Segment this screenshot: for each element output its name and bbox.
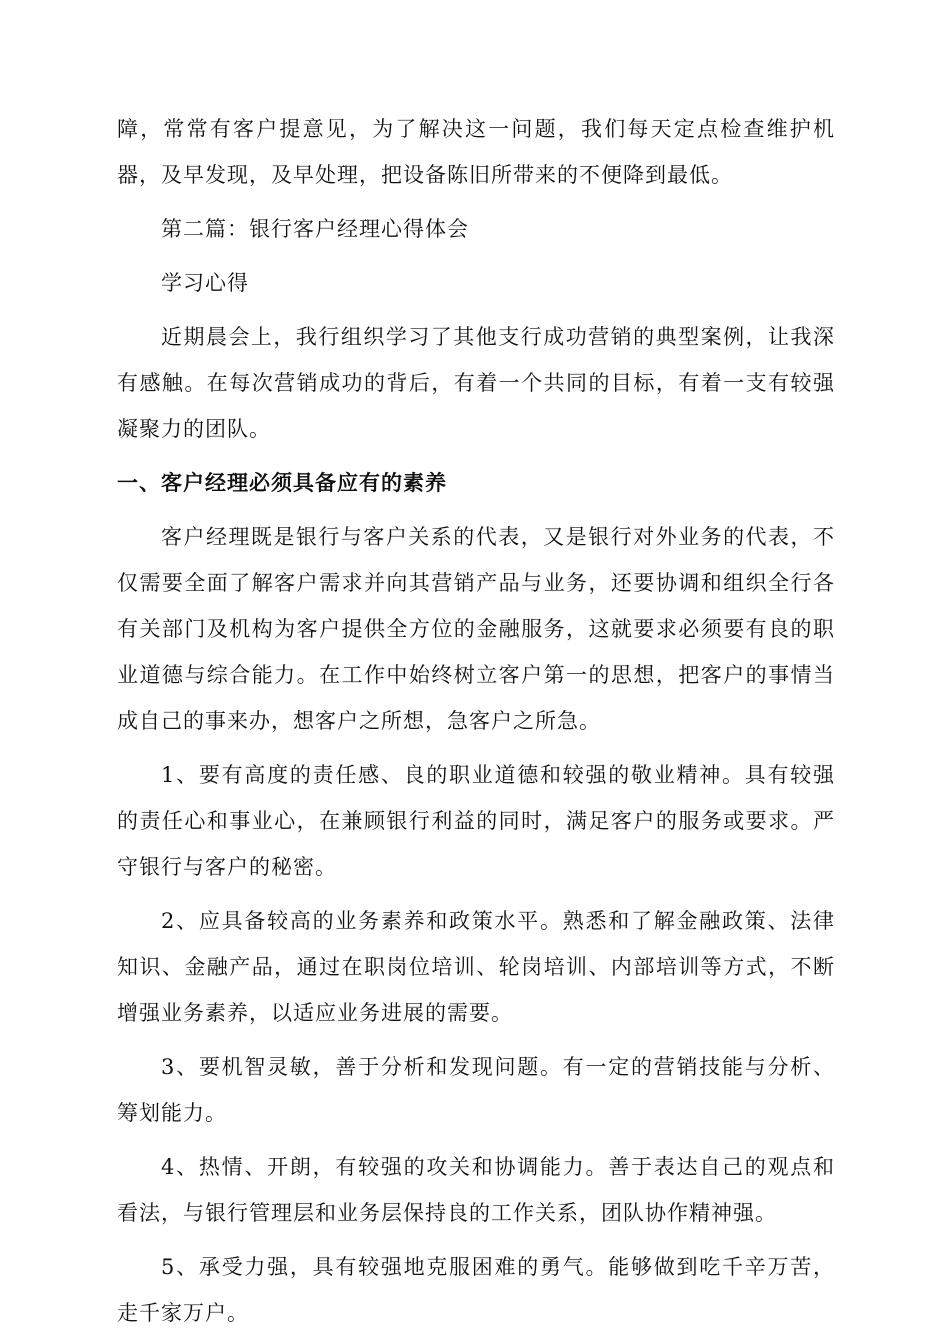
list-item-3: 3、要机智灵敏，善于分析和发现问题。有一定的营销技能与分析、筹划能力。	[117, 1055, 835, 1125]
list-item-1: 1、要有高度的责任感、良的职业道德和较强的敬业精神。具有较强的责任心和事业心，在兼顾银行利益的同时，满足客户的服务或要求。严守银行与客户的秘密。	[117, 763, 835, 879]
paragraph-body: 客户经理既是银行与客户关系的代表，又是银行对外业务的代表，不仅需要全面了解客户需求并向其营销产品与业务，还要协调和组织全行各有关部门及机构为客户提供全方位的金融服务，这就要求必须要有良的职业道德与综合能力。在工作中始终树立客户第一的思想，把客户的事情当成自己的事来办，想客户之所想，急客户之所急。	[117, 525, 835, 733]
paragraph-continuation: 障，常常有客户提意见，为了解决这一问题，我们每天定点检查维护机器，及早发现，及早处理，把设备陈旧所带来的不便降到最低。	[117, 117, 835, 187]
list-item-2: 2、应具备较高的业务素养和政策水平。熟悉和了解金融政策、法律知识、金融产品，通过在职岗位培训、轮岗培训、内部培训等方式，不断增强业务素养，以适应业务进展的需要。	[117, 909, 835, 1025]
document-page	[117, 106, 835, 1336]
list-item-5: 5、承受力强，具有较强地克服困难的勇气。能够做到吃千辛万苦，走千家万户。	[117, 1255, 835, 1325]
chapter-title: 第二篇：银行客户经理心得体会	[161, 217, 469, 241]
list-item-4: 4、热情、开朗，有较强的攻关和协调能力。善于表达自己的观点和看法，与银行管理层和业务层保持良的工作关系，团队协作精神强。	[117, 1155, 835, 1225]
section-heading: 一、客户经理必须具备应有的素养	[117, 471, 447, 495]
paragraph-intro: 近期晨会上，我行组织学习了其他支行成功营销的典型案例，让我深有感触。在每次营销成功的背后，有着一个共同的目标，有着一支有较强凝聚力的团队。	[117, 325, 835, 441]
section-subtitle: 学习心得	[161, 271, 249, 295]
